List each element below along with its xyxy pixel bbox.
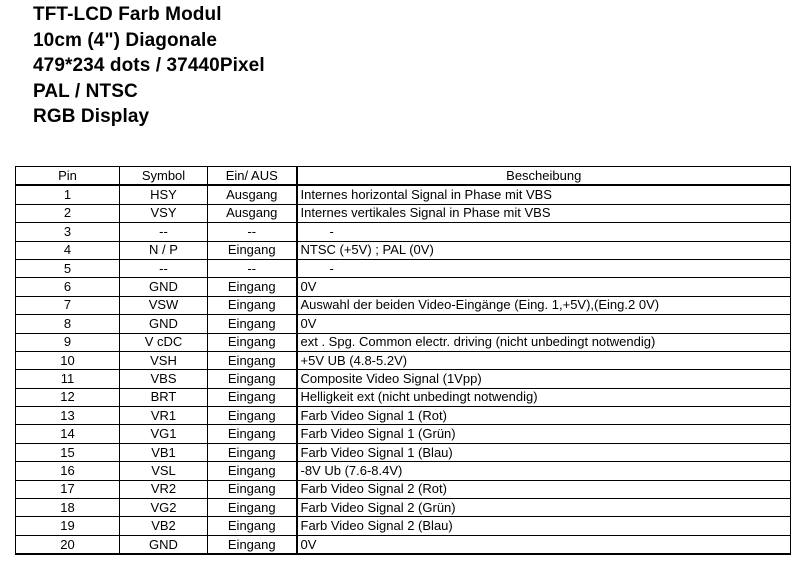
document-header — [33, 2, 265, 130]
column-header-symbol: Symbol — [120, 167, 208, 186]
pin-description: Internes vertikales Signal in Phase mit VBS — [297, 204, 791, 222]
table-row — [16, 185, 791, 204]
pin-description: ext . Spg. Common electr. driving (nicht unbedingt notwendig) — [297, 333, 791, 351]
pin-number: 12 — [16, 388, 120, 406]
pin-direction: Eingang — [208, 425, 297, 443]
pin-symbol: N / P — [120, 241, 208, 259]
title-module: TFT-LCD Farb Modul — [33, 4, 222, 25]
pin-number: 6 — [16, 278, 120, 296]
pin-description: +5V UB (4.8-5.2V) — [297, 351, 791, 369]
pin-description: Farb Video Signal 2 (Grün) — [297, 499, 791, 517]
table-row — [16, 315, 791, 333]
table-row — [16, 407, 791, 425]
column-header-description: Bescheibung — [297, 167, 791, 186]
pin-direction: Eingang — [208, 278, 297, 296]
table-row — [16, 278, 791, 296]
pin-direction: Ausgang — [208, 185, 297, 204]
pin-symbol: VBS — [120, 370, 208, 388]
pin-direction: Eingang — [208, 351, 297, 369]
pin-direction: -- — [208, 259, 297, 277]
pin-number: 7 — [16, 296, 120, 314]
pin-number: 4 — [16, 241, 120, 259]
pin-symbol: -- — [120, 223, 208, 241]
table-body — [16, 185, 791, 554]
pin-description: Farb Video Signal 2 (Blau) — [297, 517, 791, 535]
column-header-io: Ein/ AUS — [208, 167, 297, 186]
pin-symbol: VB1 — [120, 443, 208, 461]
pin-symbol: GND — [120, 535, 208, 554]
pin-direction: Eingang — [208, 535, 297, 554]
table-row — [16, 241, 791, 259]
table-row — [16, 499, 791, 517]
pin-number: 8 — [16, 315, 120, 333]
pin-symbol: HSY — [120, 185, 208, 204]
pin-number: 2 — [16, 204, 120, 222]
pin-number: 16 — [16, 462, 120, 480]
table-row — [16, 333, 791, 351]
pin-table — [15, 166, 791, 555]
pin-description: -8V Ub (7.6-8.4V) — [297, 462, 791, 480]
table-row — [16, 351, 791, 369]
pin-direction: Eingang — [208, 241, 297, 259]
pin-symbol: VSH — [120, 351, 208, 369]
table-row — [16, 425, 791, 443]
pin-number: 3 — [16, 223, 120, 241]
pin-direction: Eingang — [208, 388, 297, 406]
pin-number: 13 — [16, 407, 120, 425]
pin-direction: Eingang — [208, 296, 297, 314]
pin-symbol: V cDC — [120, 333, 208, 351]
pin-direction: Eingang — [208, 499, 297, 517]
pin-direction: Eingang — [208, 480, 297, 498]
table-row — [16, 223, 791, 241]
pin-symbol: BRT — [120, 388, 208, 406]
pin-description: Farb Video Signal 1 (Blau) — [297, 443, 791, 461]
column-header-pin: Pin — [16, 167, 120, 186]
table-row — [16, 517, 791, 535]
pin-number: 10 — [16, 351, 120, 369]
table-row — [16, 462, 791, 480]
pin-symbol: VR1 — [120, 407, 208, 425]
table-row — [16, 204, 791, 222]
pin-symbol: VSY — [120, 204, 208, 222]
pin-symbol: GND — [120, 315, 208, 333]
pin-symbol: VG2 — [120, 499, 208, 517]
pin-number: 11 — [16, 370, 120, 388]
pin-number: 19 — [16, 517, 120, 535]
table-row — [16, 388, 791, 406]
pin-number: 5 — [16, 259, 120, 277]
pin-description: 0V — [297, 315, 791, 333]
pin-description: Farb Video Signal 1 (Grün) — [297, 425, 791, 443]
pin-direction: Eingang — [208, 407, 297, 425]
pin-description: Farb Video Signal 2 (Rot) — [297, 480, 791, 498]
pin-description: 0V — [297, 535, 791, 554]
table-row — [16, 443, 791, 461]
pin-symbol: GND — [120, 278, 208, 296]
pin-description: NTSC (+5V) ; PAL (0V) — [297, 241, 791, 259]
table-row — [16, 259, 791, 277]
pin-direction: Ausgang — [208, 204, 297, 222]
pin-description: Auswahl der beiden Video-Eingänge (Eing. 1,+5V),(Eing.2 0V) — [297, 296, 791, 314]
pin-direction: -- — [208, 223, 297, 241]
pin-number: 18 — [16, 499, 120, 517]
pin-description: 0V — [297, 278, 791, 296]
pin-description: - — [297, 259, 791, 277]
title-standard: PAL / NTSC — [33, 80, 138, 102]
table-row — [16, 535, 791, 554]
table-row — [16, 480, 791, 498]
pin-description: Farb Video Signal 1 (Rot) — [297, 407, 791, 425]
table-row — [16, 370, 791, 388]
table-header-row — [16, 167, 791, 186]
pin-direction: Eingang — [208, 315, 297, 333]
pin-direction: Eingang — [208, 462, 297, 480]
title-resolution: 479*234 dots / 37440Pixel — [33, 55, 265, 76]
pin-description: Composite Video Signal (1Vpp) — [297, 370, 791, 388]
pin-number: 20 — [16, 535, 120, 554]
title-display-type: RGB Display — [33, 106, 150, 127]
pin-number: 9 — [16, 333, 120, 351]
pin-direction: Eingang — [208, 370, 297, 388]
pin-number: 14 — [16, 425, 120, 443]
pin-symbol: VB2 — [120, 517, 208, 535]
pin-direction: Eingang — [208, 517, 297, 535]
pin-symbol: -- — [120, 259, 208, 277]
pin-direction: Eingang — [208, 333, 297, 351]
table-row — [16, 296, 791, 314]
pin-direction: Eingang — [208, 443, 297, 461]
pin-symbol: VR2 — [120, 480, 208, 498]
pin-number: 1 — [16, 185, 120, 204]
pin-symbol: VSW — [120, 296, 208, 314]
pin-number: 17 — [16, 480, 120, 498]
title-diagonal: 10cm (4") Diagonale — [33, 29, 218, 51]
pin-description: - — [297, 223, 791, 241]
pin-description: Internes horizontal Signal in Phase mit VBS — [297, 185, 791, 204]
pin-symbol: VG1 — [120, 425, 208, 443]
pin-description: Helligkeit ext (nicht unbedingt notwendig) — [297, 388, 791, 406]
pin-number: 15 — [16, 443, 120, 461]
pin-symbol: VSL — [120, 462, 208, 480]
